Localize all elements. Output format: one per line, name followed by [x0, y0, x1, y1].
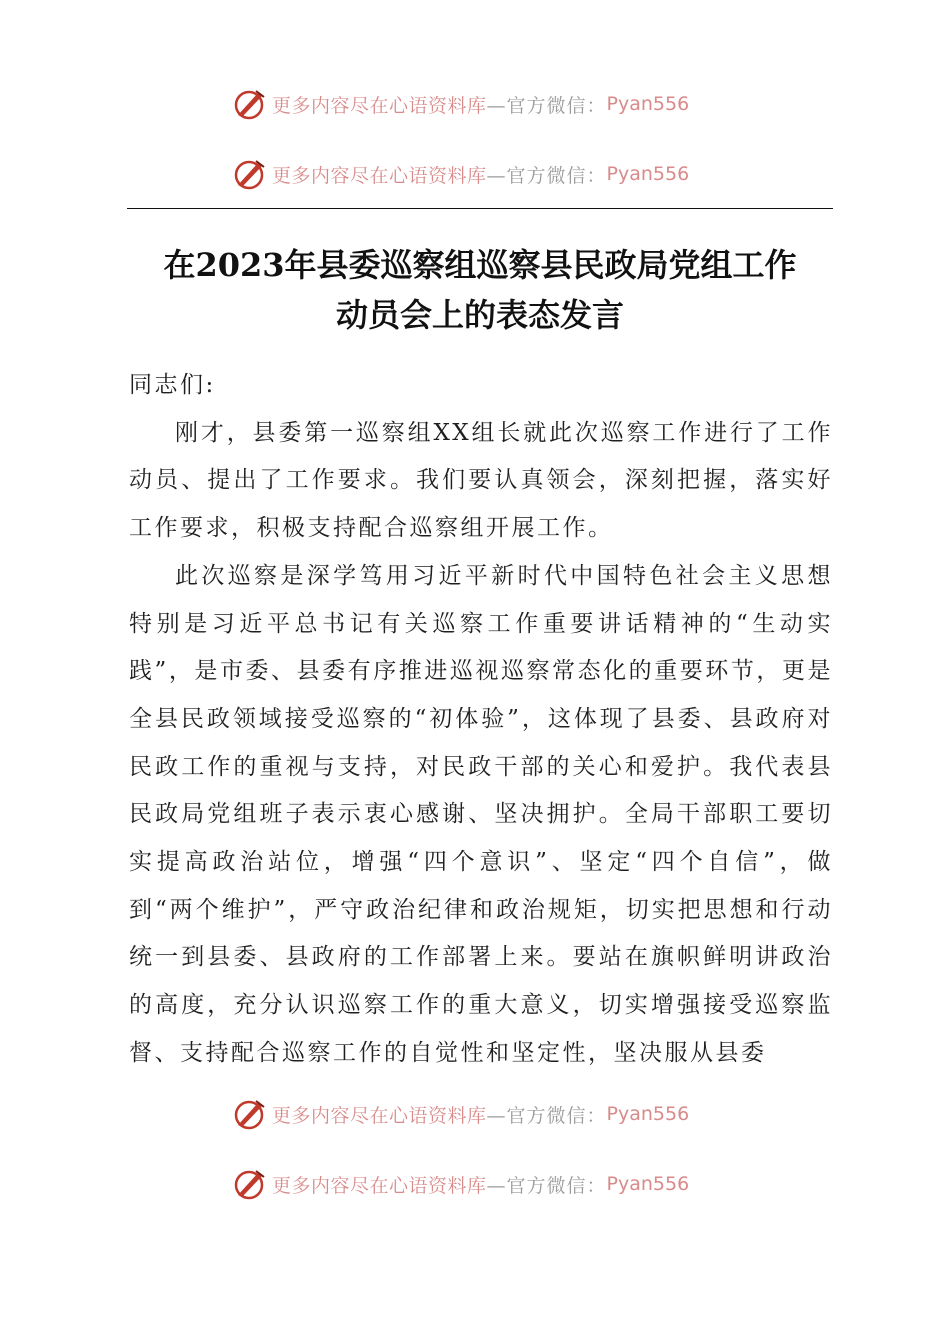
paragraph-1: 刚才，县委第一巡察组XX组长就此次巡察工作进行了工作动员、提出了工作要求。我们要认真领会，深刻把握，落实好工作要求，积极支持配合巡察组开展工作。 [129, 419, 833, 542]
watermark-text-wechat-id: Pyan556 [606, 1103, 690, 1125]
document-body [129, 362, 833, 1078]
watermark-text-site: 更多内容尽在心语资料库 [272, 1174, 487, 1197]
watermark-text-wechat-label: —官方微信： [486, 164, 607, 187]
salutation: 同志们: [129, 372, 216, 398]
document-title [127, 240, 833, 340]
watermark-banner-4 [232, 1166, 689, 1202]
watermark-text-wechat-id: Pyan556 [606, 93, 690, 115]
quill-pen-logo-icon [232, 87, 266, 121]
watermark-banner-1 [232, 86, 689, 122]
quill-pen-logo-icon [232, 1097, 266, 1131]
quill-pen-logo-icon [232, 157, 266, 191]
watermark-text-site: 更多内容尽在心语资料库 [272, 94, 487, 117]
watermark-banner-2 [232, 156, 689, 192]
watermark-text-wechat-label: —官方微信： [486, 94, 607, 117]
watermark-text-site: 更多内容尽在心语资料库 [272, 1104, 487, 1127]
paragraph-2: 此次巡察是深学笃用习近平新时代中国特色社会主义思想特别是习近平总书记有关巡察工作重要讲话精神的“生动实践”，是市委、县委有序推进巡视巡察常态化的重要环节，更是全县民政领域接受巡察的“初体验”，这体现了县委、县政府对民政工作的重视与支持，对民政干部的关心和爱护。我代表县民政局党组班子表示衷心感谢、坚决拥护。全局干部职工要切实提高政治站位，增强“四个意识”、坚定“四个自信”，做到“两个维护”，严守政治纪律和政治规矩，切实把思想和行动统一到县委、县政府的工作部署上来。要站在旗帜鲜明讲政治的高度，充分认识巡察工作的重大意义，切实增强接受巡察监督、支持配合巡察工作的自觉性和坚定性，坚决服从县委 [129, 562, 833, 1066]
watermark-banner-3 [232, 1096, 689, 1132]
watermark-text-wechat-label: —官方微信： [486, 1104, 607, 1127]
watermark-text-wechat-label: —官方微信： [486, 1174, 607, 1197]
watermark-text-wechat-id: Pyan556 [606, 1173, 690, 1195]
title-line-2: 动员会上的表态发言 [335, 296, 624, 334]
header-divider [127, 208, 833, 209]
quill-pen-logo-icon [232, 1167, 266, 1201]
title-line-1: 在2023年县委巡察组巡察县民政局党组工作 [163, 246, 797, 284]
watermark-text-wechat-id: Pyan556 [606, 163, 690, 185]
watermark-text-site: 更多内容尽在心语资料库 [272, 164, 487, 187]
